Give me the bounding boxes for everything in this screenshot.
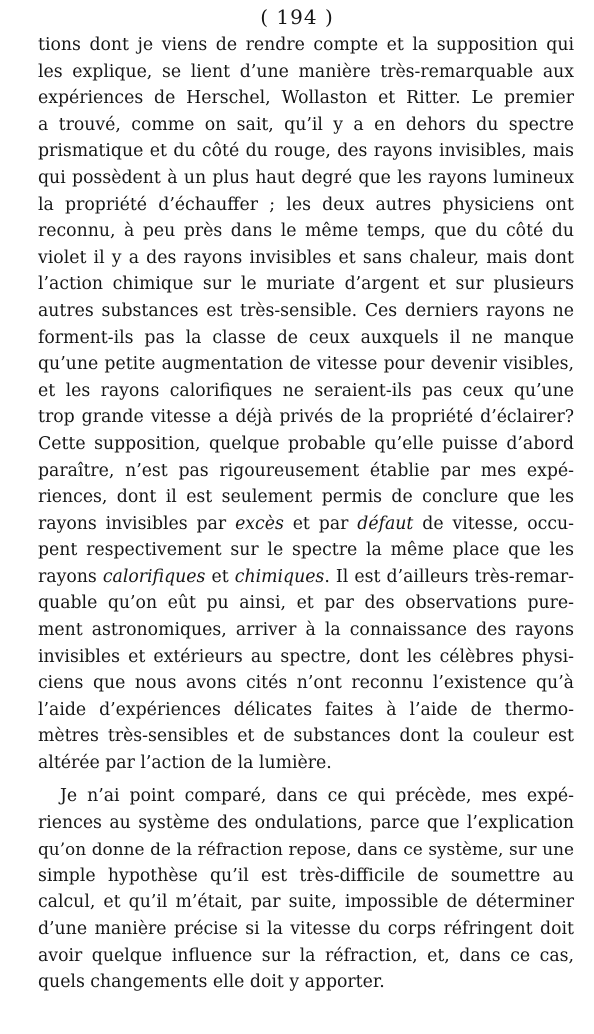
text-line: l’aide d’expériences délicates faites à l’aide de thermo- <box>38 699 574 720</box>
italic-term: calorifiques <box>102 566 206 587</box>
text-line: forment-ils pas la classe de ceux auxquels il ne manque <box>38 327 574 348</box>
italic-term: défaut <box>357 513 414 534</box>
text-line: qu’une petite augmentation de vitesse pour devenir visibles, <box>38 354 574 375</box>
text-line: invisibles et extérieurs au spectre, dont les célèbres physi- <box>38 646 574 667</box>
text-line: prismatique et du côté du rouge, des rayons invisibles, mais <box>38 141 574 162</box>
text-line: riences au système des ondulations, parce que l’explication <box>38 812 574 833</box>
text-line: rayons calorifiques et chimiques. Il est d’ailleurs très-remar- <box>38 566 574 587</box>
text-line: d’une manière précise si la vitesse du corps réfringent doit <box>38 918 574 939</box>
text-line: a trouvé, comme on sait, qu’il y a en dehors du spectre <box>38 114 574 135</box>
text-line: avoir quelque influence sur la réfraction, et, dans ce cas, <box>38 945 574 966</box>
text-line: altérée par l’action de la lumière. <box>38 753 332 774</box>
text-line: les explique, se lient d’une manière très-remarquable aux <box>38 61 574 82</box>
text-line: trop grande vitesse a déjà privés de la propriété d’éclairer? <box>38 407 574 428</box>
text-line: simple hypothèse qu’il est très-difficile de soumettre au <box>38 865 574 886</box>
text-line: mètres très-sensibles et de substances dont la couleur est <box>38 726 574 747</box>
paragraph <box>38 783 574 996</box>
text-line: et les rayons calorifiques ne seraient-ils pas ceux qu’une <box>38 380 574 401</box>
text-line: rayons invisibles par excès et par défaut de vitesse, occu- <box>38 513 574 534</box>
text-line: la propriété d’échauffer ; les deux autres physiciens ont <box>38 194 574 215</box>
text-line: pent respectivement sur le spectre la même place que les <box>38 540 574 561</box>
text-line: qui possèdent à un plus haut degré que les rayons lumineux <box>38 167 574 188</box>
text-line: ciens que nous avons cités n’ont reconnu l’existence qu’à <box>38 673 574 694</box>
text-line: Cette supposition, quelque probable qu’elle puisse d’abord <box>38 433 574 454</box>
text-line: quable qu’on eût pu ainsi, et par des observations pure- <box>38 593 574 614</box>
text-line: paraître, n’est pas rigoureusement établie par mes expé- <box>38 460 574 481</box>
text-line: riences, dont il est seulement permis de conclure que les <box>38 487 574 508</box>
text-line: l’action chimique sur le muriate d’argent et sur plusieurs <box>38 274 574 295</box>
text-line: expériences de Herschel, Wollaston et Ritter. Le premier <box>38 88 574 109</box>
text-line: violet il y a des rayons invisibles et sans chaleur, mais dont <box>38 247 574 268</box>
text-line: ment astronomiques, arriver à la connaissance des rayons <box>38 620 574 641</box>
italic-term: chimiques <box>234 566 325 587</box>
text-line: autres substances est très-sensible. Ces derniers rayons ne <box>38 300 574 321</box>
text-line: reconnu, à peu près dans le même temps, que du côté du <box>38 221 574 242</box>
text-line: tions dont je viens de rendre compte et la supposition qui <box>38 35 574 55</box>
text-line: qu’on donne de la réfraction repose, dans ce système, sur une <box>38 839 574 860</box>
page-number: ( 194 ) <box>260 5 334 29</box>
text-line: calcul, et qu’il m’était, par suite, impossible de déterminer <box>38 892 574 913</box>
italic-term: excès <box>235 513 284 534</box>
paragraph-continued <box>38 32 574 777</box>
text-line: quels changements elle doit y apporter. <box>38 972 385 993</box>
text-line: Je n’ai point comparé, dans ce qui précède, mes expé- <box>60 786 574 806</box>
